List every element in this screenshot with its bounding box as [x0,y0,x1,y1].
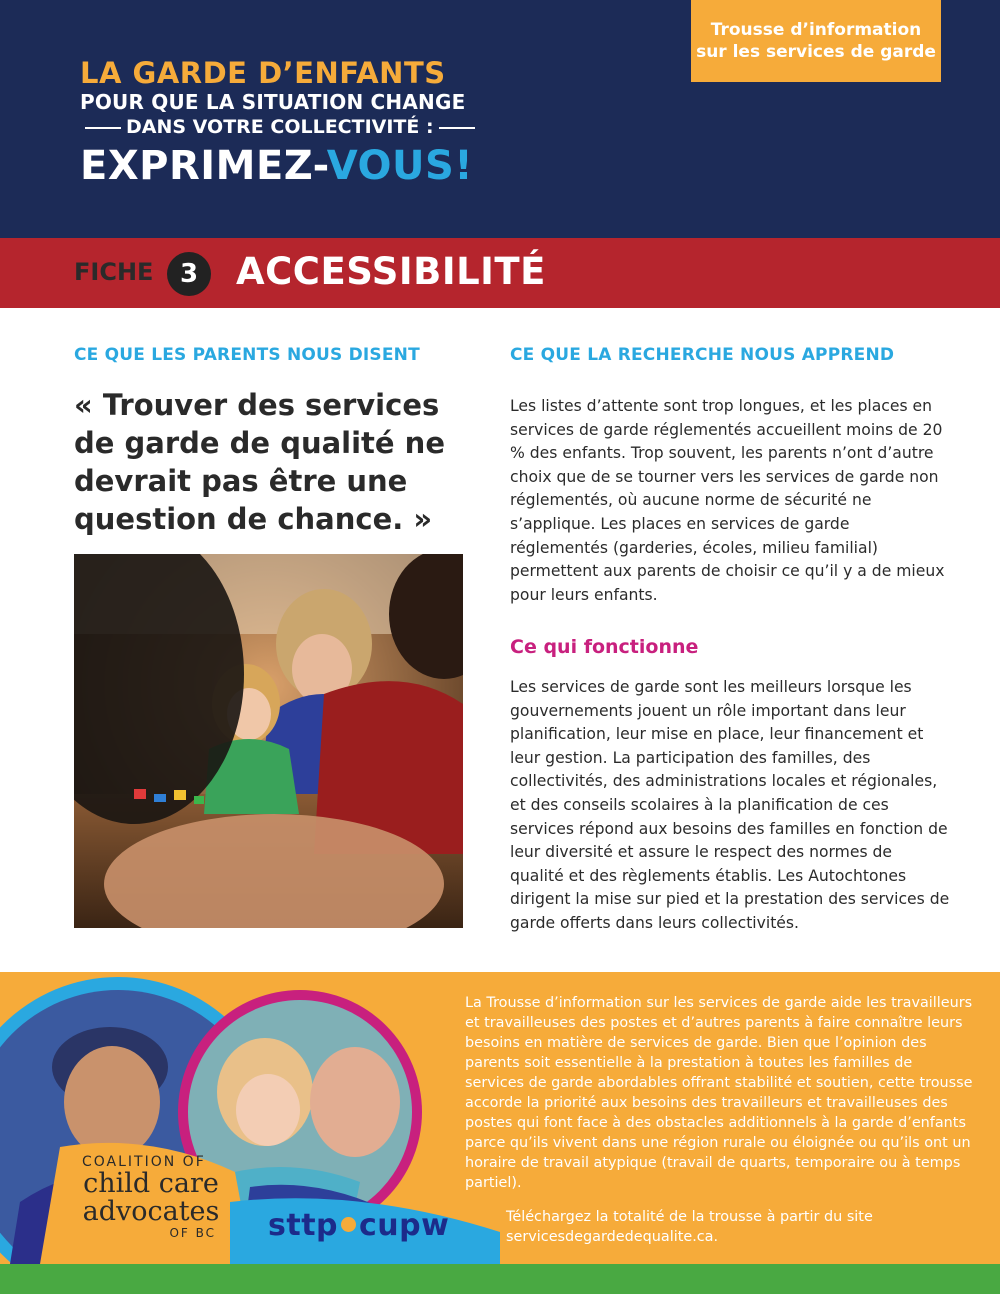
title-line4-a: EXPRIMEZ- [80,143,327,189]
coalition-line4: OF BC [169,1226,216,1240]
coalition-logo [82,1154,220,1240]
fiche-number-badge: 3 [167,252,211,296]
sttp-cupw-logo [268,1208,449,1243]
title-line2: POUR QUE LA SITUATION CHANGE [80,90,466,114]
page-title [80,56,480,192]
logo-dot-icon [341,1217,356,1232]
title-dash-right [439,127,475,129]
fiche-title: ACCESSIBILITÉ [236,250,546,293]
what-works-heading: Ce qui fonctionne [510,636,699,658]
left-heading: CE QUE LES PARENTS NOUS DISENT [74,345,420,365]
research-paragraph: Les listes d’attente sont trop longues, et les places en services de garde réglementés accueillent moins de 20 % des enfants. Trop souvent, les parents n’ont d’autre choix que de se tourner vers les services de garde non réglementés, où aucune norme de sécurité ne s’applique. Les places en services de garde réglementés (garderies, écoles, milieu familial) permettent aux parents de choisir ce qu’il y a de mieux pour leurs enfants. [510,397,945,604]
footer-download-text: Téléchargez la totalité de la trousse à partir du site servicesdegardedequalite.ca. [506,1209,873,1245]
title-dash-left [85,127,121,129]
title-line4-b: VOUS! [326,143,474,189]
cupw-logo-text: cupw [359,1208,450,1243]
right-heading: CE QUE LA RECHERCHE NOUS APPREND [510,345,895,365]
classroom-photo-image [74,554,463,928]
parent-quote: « Trouver des services de garde de qualité ne devrait pas être une question de chance. » [74,388,445,536]
what-works-paragraph: Les services de garde sont les meilleurs lorsque les gouvernements jouent un rôle important dans leur planification, leur mise en place, leur financement et leur gestion. La participation des familles, des collectivités, des administrations locales et régionales, et des conseils scolaires à la planification de ces services répond aux besoins des familles en fonction de leur diversité et assure le respect des normes de qualité et des règlements établis. Les Autochtones dirigent la mise sur pied et la prestation des services de garde offerts dans leurs collectivités. [510,678,950,932]
coalition-line3: advocates [82,1196,220,1227]
coalition-line2: child care [83,1168,219,1199]
kit-tag [691,0,941,82]
title-line4 [80,140,480,192]
title-line1: LA GARDE D’ENFANTS [80,56,446,90]
classroom-photo [74,554,463,928]
fiche-label: FICHE [74,258,154,286]
title-line3-row [80,115,480,140]
kit-tag-line2: sur les services de garde [696,42,936,62]
sttp-logo-text: sttp [268,1208,339,1243]
coalition-line1: COALITION OF [82,1154,206,1170]
title-line3: DANS VOTRE COLLECTIVITÉ : [126,116,434,138]
kit-tag-line1: Trousse d’information [710,20,922,40]
footer-green-strip [0,1264,1000,1294]
footer-description: La Trousse d’information sur les services de garde aide les travailleurs et travailleuses des postes et d’autres parents à faire connaître leurs besoins en matière de services de garde. Bien que l’opinion des parents soit essentielle à la prestation à toutes les familles de services de garde abordables offrant stabilité et soutien, cette trousse accorde la priorité aux besoins des travailleurs et travailleuses des postes qui font face à des obstacles additionnels à la garde d’enfants parce qu’ils vivent dans une région rurale ou éloignée ou qu’ils ont un horaire de travail atypique (travail de quarts, temporaire ou à temps partiel). [465,995,973,1191]
